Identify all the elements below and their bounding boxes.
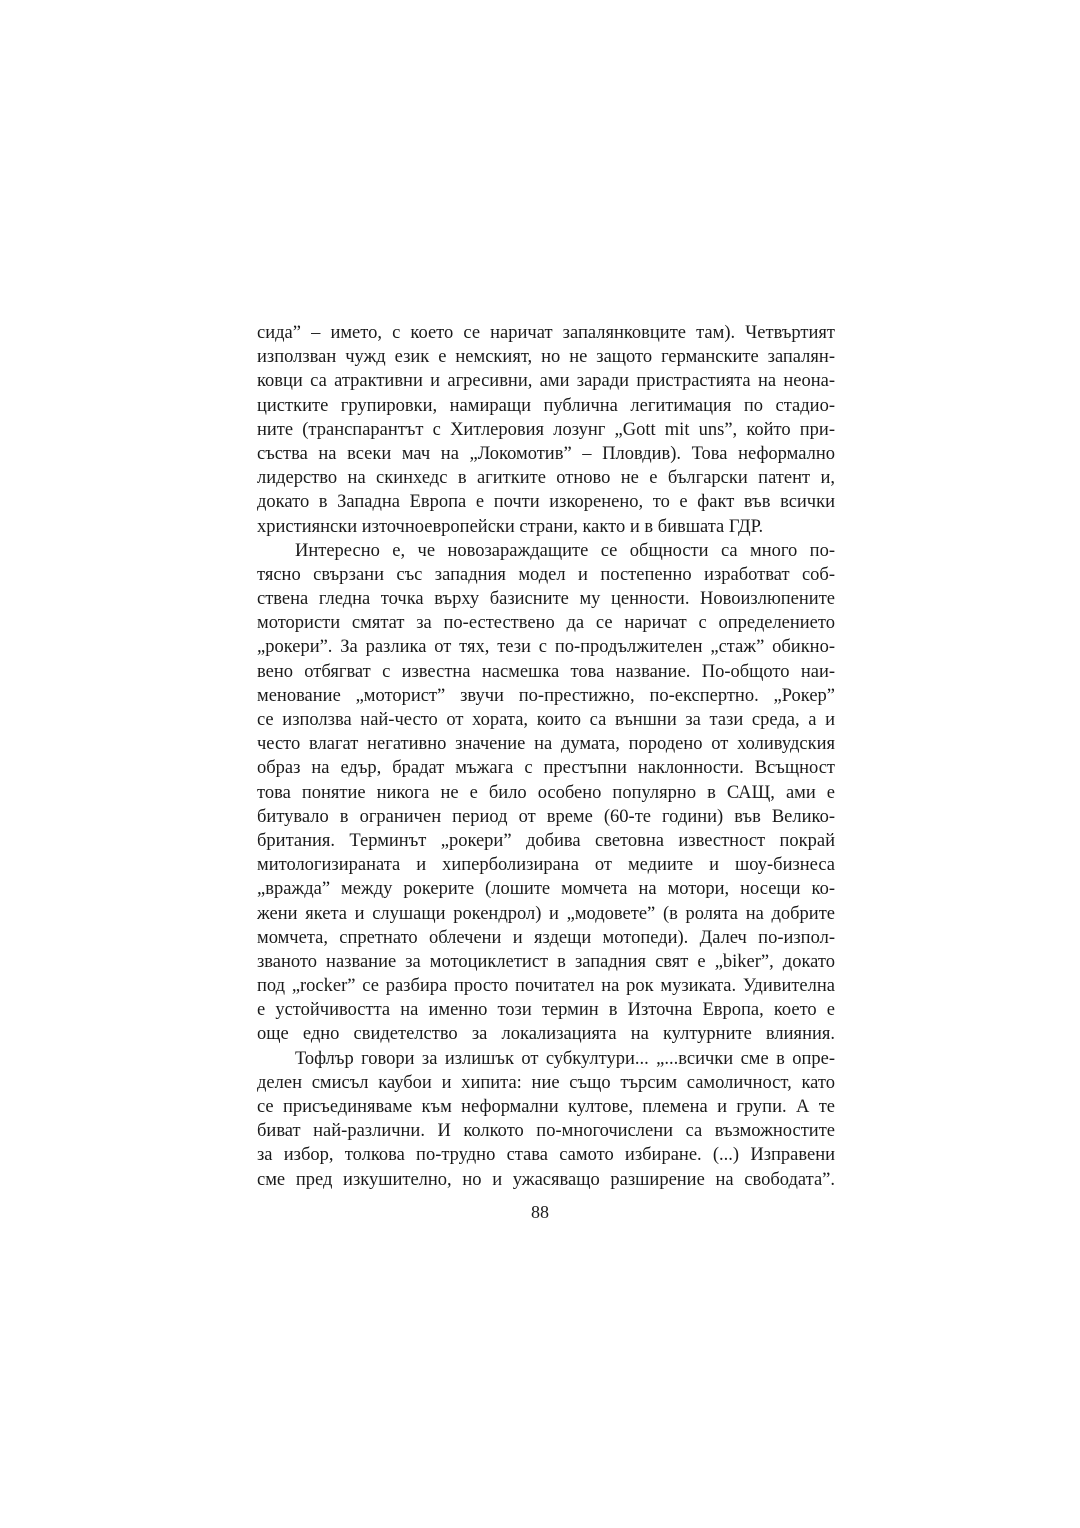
page-number: 88 bbox=[531, 1202, 549, 1222]
text-line: често влагат негативно значение на думата, породено от холивудския bbox=[257, 734, 835, 755]
text-line: мотористи смятат за по-естествено да се наричат с определението bbox=[257, 613, 835, 634]
text-line: докато в Западна Европа е почти изкоренено, то е факт във всички bbox=[257, 492, 835, 513]
text-line: се използва най-често от хората, които са външни за тази среда, а и bbox=[257, 710, 835, 730]
text-line: биват най-различни. И колкото по-многочислени са възможностите bbox=[257, 1121, 835, 1142]
text-line: образ на едър, брадат мъжага с престъпни наклонности. Всъщност bbox=[257, 758, 835, 779]
text-line: се присъединяваме към неформални култове, племена и групи. А те bbox=[257, 1097, 835, 1117]
text-line: лидерство на скинхедс в агитките отново не е български патент и, bbox=[257, 468, 835, 489]
text-line: използван чужд език е немският, но не защото германските запалян- bbox=[257, 347, 835, 368]
text-line: християнски източноевропейски страни, както и в бившата ГДР. bbox=[257, 516, 764, 537]
text-line: момчета, спретнато облечени и яздещи мотопеди). Далеч по-изпол- bbox=[257, 927, 835, 948]
text-line: под „rocker” се разбира просто почитател на рок музиката. Удивителна bbox=[257, 976, 835, 997]
text-line: сида” – името, с което се наричат запалянковците там). Четвъртият bbox=[257, 323, 835, 343]
paragraph bbox=[257, 539, 835, 1047]
text-line: тясно свързани със западния модел и постепенно изработват соб- bbox=[257, 564, 835, 585]
text-line: ните (транспарантът с Хитлеровия лозунг „Gott mit uns”, който при- bbox=[257, 419, 835, 440]
text-line: менование „моторист” звучи по-престижно, по-експертно. „Рокер” bbox=[257, 685, 835, 706]
text-line: жени якета и слушащи рокендрол) и „модовете” (в ролята на добрите bbox=[257, 903, 835, 924]
text-line: е устойчивостта на именно този термин в Източна Европа, което е bbox=[257, 1000, 835, 1021]
text-line: делен смисъл каубои и хипита: ние също търсим самоличност, като bbox=[257, 1072, 835, 1093]
text-line: битувало в ограничен период от време (60-те години) във Велико- bbox=[257, 806, 835, 827]
text-line: Интересно е, че новозараждащите се общности са много по- bbox=[295, 540, 835, 561]
text-line: за избор, толкова по-трудно става самото избиране. (...) Изправени bbox=[257, 1145, 835, 1166]
text-line: съства на всеки мач на „Локомотив” – Пловдив). Това неформално bbox=[257, 443, 835, 464]
text-line: още едно свидетелство за локализацията на културните влияния. bbox=[257, 1024, 835, 1045]
text-line: ковци са атрактивни и агресивни, ами заради пристрастията на неона- bbox=[257, 371, 835, 392]
text-line: Тофлър говори за излишък от субкултури... „...всички сме в опре- bbox=[295, 1048, 835, 1069]
paragraph bbox=[257, 321, 835, 539]
text-line: „вражда” между рокерите (лошите момчета на мотори, носещи ко- bbox=[257, 879, 835, 900]
text-line: сме пред изкушително, но и ужасяващо разширение на свободата”. bbox=[257, 1169, 835, 1190]
body-text bbox=[257, 321, 835, 1192]
text-line: ствена гледна точка върху базисните му ценности. Новоизлюпените bbox=[257, 589, 835, 610]
text-line: званото название за мотоциклетист в западния свят е „biker”, докато bbox=[257, 951, 835, 972]
text-line: цистките групировки, намиращи публична легитимация по стадио- bbox=[257, 395, 835, 416]
text-line: митологизираната и хиперболизирана от медиите и шоу-бизнеса bbox=[257, 855, 835, 876]
text-line: „рокери”. За разлика от тях, тези с по-продължителен „стаж” обикно- bbox=[257, 637, 835, 658]
paragraph bbox=[257, 1047, 835, 1192]
text-line: вено отбягват с известна насмешка това название. По-общото наи- bbox=[257, 661, 835, 682]
text-line: британия. Терминът „рокери” добива световна известност покрай bbox=[257, 830, 835, 851]
text-line: това понятие никога не е било особено популярно в САЩ, ами е bbox=[257, 782, 835, 803]
